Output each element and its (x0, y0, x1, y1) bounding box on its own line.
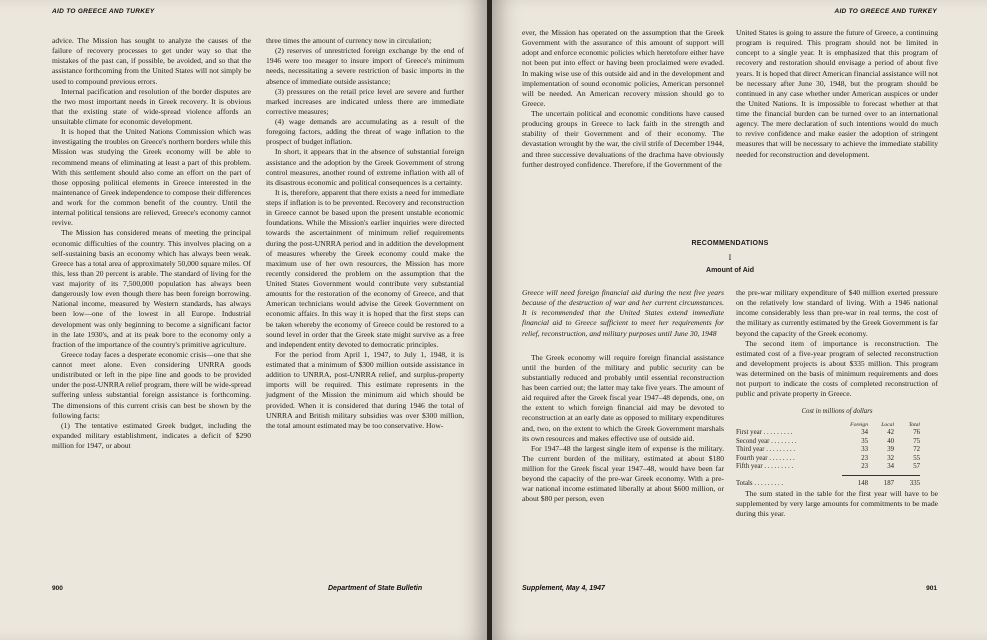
paragraph: three times the amount of currency now in circulation; (266, 36, 432, 45)
running-head-right: AID TO GREECE AND TURKEY (834, 8, 937, 15)
total-foreign: 148 (857, 480, 868, 488)
right-page-column-1 (522, 28, 724, 170)
running-head-left: AID TO GREECE AND TURKEY (52, 8, 155, 15)
paragraph: It is hoped that the United Nations Commission which was investigating the troubles on Greece's northern borders while this Mission was studying the Greek economy will be able to recommend means of eliminating at least a part of this problem. With this settlement should also come an effort on the part of those opposing political elements in Greece interested in the maintenance of Greek independence to compose their differences and work for the common benefit of the country. Until the internal political tensions are relieved, Greece's economy cannot revive. (52, 127, 251, 228)
cell-total: 55 (913, 454, 920, 462)
cell-local: 39 (887, 446, 894, 454)
paragraph: (3) pressures on the retail price level are severe and further marked increases are indicated unless there are immediate corrective measures; (266, 86, 464, 116)
page-number-left: 900 (52, 585, 63, 592)
table-header-row (736, 421, 920, 430)
paragraph: ever, the Mission has operated on the assumption that the Greek Government with the assurance of this amount of support will adopt and enforce economic policies which heretofore either have not been put into effect or having been proclaimed were evaded. In making wise use of this outside aid and in the development and implementation of sound economic policies, American personnel will be needed. An American recovery mission should go to Greece. (522, 28, 724, 108)
column-header-total: Total (908, 421, 920, 428)
recommendations-heading-block (522, 240, 938, 274)
paragraph: The sum stated in the table for the first year will have to be supplemented by very large amounts for commitments to be made during this year. (736, 488, 938, 518)
section-numeral: I (728, 253, 732, 262)
paragraph: For the period from April 1, 1947, to July 1, 1948, it is estimated that a minimum of $300 million outside assistance in addition to UNRRA, post-UNRRA relief, and surplus-property imports will be required. This estimate represents in the judgment of the Mission the minimum aid which should be provided. When it is considered that during 1946 the total of UNRRA and British military subsidies was over $300 million, the total amount estimated may be too conservative. How- (266, 349, 464, 430)
total-total: 335 (909, 480, 920, 488)
table-row (736, 438, 920, 447)
cell-foreign: 23 (861, 454, 868, 462)
row-label: Second year . . . . . . . . (736, 437, 797, 445)
recommendation-column-2 (736, 288, 938, 519)
paragraph: The second item of importance is reconstruction. The estimated cost of a five-year program of selected reconstruction and development projects is about $335 million. This program was determined on the basis of minimum requirements and does not purport to indicate the costs of completed reconstruction of public and private property in Greece. (736, 338, 938, 399)
table-row (736, 446, 920, 455)
paragraph: It is, therefore, apparent that there exists a need for immediate steps if inflation is to be prevented. Recovery and reconstruction in Greece cannot be based upon the present unstable economic foundations. While the Mission's earlier inquiries were directed towards the ascertainment of minimum relief requirements during the post-UNRRA period and in addition the development of measures whereby the Greek economy could make the maximum use of her own resources, the Mission has more recently considered the problem on the assumption that the United States Government would contribute very substantial amounts for the restoration of the economy of Greece, and that American technicians would advise the Greek Government on economic affairs. In this way it is hoped that the first steps can be taken whereby the economy of Greece could be restored to a sound level in order that the Greek state might survive as a free and independent entity devoted to democratic principles. (266, 187, 464, 349)
table-total-row (736, 476, 920, 489)
paragraph: United States is going to assure the future of Greece, a continuing program is required. This program should not be limited in concept to a single year. It is emphasized that this program of recovery and restoration should envisage a period of about five years. It is hoped that direct American financial assistance will not be necessary after June 30, 1948, but the program should be continued in any case whether under American auspices or under the United Nations. It is impossible to forecast whether at that time the financial burden can be turned over to an international agency. The mere declaration of such intentions would do much to revive confidence and make easier the adoption of stringent measures that will be necessary to achieve the immediate stability needed for reconstruction and development. (736, 28, 938, 159)
left-page-column-1 (52, 36, 251, 451)
section-title: RECOMMENDATIONS (691, 240, 769, 247)
cell-foreign: 23 (861, 463, 868, 471)
cell-foreign: 33 (861, 446, 868, 454)
cell-total: 75 (913, 437, 920, 445)
cell-total: 72 (913, 446, 920, 454)
publication-name-right: Supplement, May 4, 1947 (522, 585, 605, 592)
cost-table (736, 421, 920, 489)
row-label: First year . . . . . . . . . (736, 429, 793, 437)
cell-local: 40 (887, 437, 894, 445)
cell-foreign: 35 (861, 437, 868, 445)
paragraph: (1) The tentative estimated Greek budget, including the expanded military establishment, indicates a deficit of $290 million for 1947, or about (52, 420, 251, 450)
cell-foreign: 34 (861, 429, 868, 437)
table-row (736, 455, 920, 464)
paragraph: The uncertain political and economic conditions have caused producing groups in Greece to lack faith in the strength and stability of their Government and of their economy. The devastation wrought by the war, the civil strife of December 1944, and three successive devaluations of the drachma have obviously further destroyed confidence. Therefore, if the Government of the (522, 109, 724, 169)
row-label: Third year . . . . . . . . . (736, 446, 796, 454)
paragraph: (2) reserves of unrestricted foreign exchange by the end of 1946 were too meager to insure import of Greece's minimum needs, necessitating a severe restriction of basic imports in the absence of immediate outside assistance; (266, 46, 464, 86)
total-label: Totals . . . . . . . . . (736, 479, 784, 487)
page-number-right: 901 (926, 585, 937, 592)
recommendation-column-1 (522, 288, 724, 505)
total-local: 187 (883, 480, 894, 488)
paragraph: For 1947–48 the largest single item of expense is the military. The current burden of the military, estimated at about $180 million for the Greek fiscal year 1947–48, would have been far beyond the capacity of the pre-war Greek economy. With a pre-war national income estimated liberally at about $600 million, or about $80 per person, even (522, 443, 724, 504)
cell-local: 32 (887, 454, 894, 462)
cell-local: 34 (887, 463, 894, 471)
section-subtitle: Amount of Aid (706, 267, 754, 274)
row-label: Fifth year . . . . . . . . . (736, 463, 794, 471)
paragraph: The Mission has considered means of meeting the principal economic difficulties of the country. This involves placing on a self-sustaining basis an economy which has always been weak. Greece has a total area of approximately 50,000 square miles. Of this, less than 20 percent is arable. The standard of living for the vast majority of its 7,500,000 population has always been dangerously low even though there has been foreign borrowing. National income, measured by Western standards, has always been low—one of the lowest in all Europe. Industrial development was only beginning to become a significant factor in the late 1930's, and at its peak bore to the economy only a fraction of the importance of the country's primitive agriculture. (52, 228, 251, 349)
column-header-foreign: Foreign (850, 421, 868, 428)
paragraph: Greece today faces a desperate economic crisis—one that she cannot meet alone. Even considering UNRRA goods undistributed or left in the pipe line and goods to be provided under the post-UNRRA relief program, there will be wide-spread suffering unless substantial foreign assistance is forthcoming. The dimensions of this current crisis can best be shown by the following facts: (52, 349, 251, 420)
paragraph: Internal pacification and resolution of the border disputes are the two most important needs in Greek recovery. It is obvious that the existing state of wide-spread violence affords an unsuitable climate for economic development. (52, 86, 251, 126)
table-row (736, 463, 920, 472)
table-row (736, 429, 920, 438)
table-caption: Cost in millions of dollars (801, 408, 873, 416)
cell-total: 57 (913, 463, 920, 471)
paragraph: In short, it appears that in the absence of substantial foreign assistance and the adoption by the Greek Government of strong control measures, another round of extreme inflation with all of its disastrous economic and political consequences is a certainty. (266, 147, 464, 187)
paragraph: (4) wage demands are accumulating as a result of the foregoing factors, adding the threat of wage inflation to the prospect of budget inflation. (266, 117, 464, 147)
cell-local: 42 (887, 429, 894, 437)
recommendation-statement: Greece will need foreign financial aid during the next five years because of the destruction of war and her current circumstances. It is recommended that the United States extend immediate financial aid to Greece sufficient to meet her requirements for relief, reconstruction, and military purposes until June 30, 1948 (522, 288, 724, 338)
right-page (492, 0, 987, 640)
paragraph: the pre-war military expenditure of $40 million exerted pressure on the relatively low standard of living. With a 1946 national income considerably less than pre-war in real terms, the cost of the military as currently estimated by the Greek Government is far beyond the capacity of the Greek economy. (736, 288, 939, 338)
row-label: Fourth year . . . . . . . . (736, 454, 795, 462)
publication-name-left: Department of State Bulletin (328, 585, 423, 592)
cell-total: 76 (913, 429, 920, 437)
left-page-column-2 (266, 36, 464, 431)
right-page-column-2 (736, 28, 938, 160)
left-page (0, 0, 487, 640)
paragraph: advice. The Mission has sought to analyze the causes of the failure of recovery processes to get under way so that the mistakes of the past can, if possible, be avoided, and so that the assistance forthcoming from the United States will not simply be used to compound previous errors. (52, 36, 251, 86)
column-header-local: Local (881, 421, 894, 428)
paragraph: The Greek economy will require foreign financial assistance until the burden of the military and public security can be substantially reduced and probably until essential reconstruction has been carried out; the latter may take five years. The amount of aid required after the Greek fiscal year 1947–48 depends, one, on the extent to which foreign financial aid may be devoted to reconstruction at an early date as opposed to military expenditures and, two, on the extent to which the Greek Government marshals its own resources and makes effective use of outside aid. (522, 352, 724, 443)
